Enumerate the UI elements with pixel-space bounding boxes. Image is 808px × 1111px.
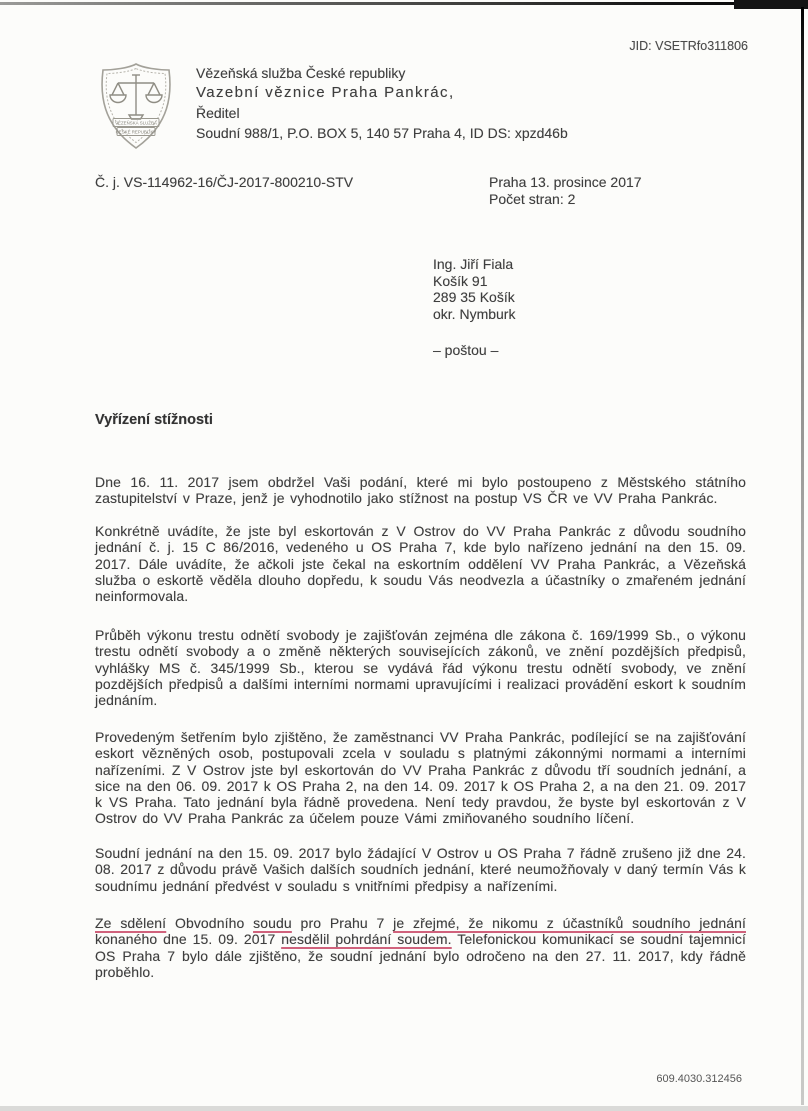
org-unit: Vazební věznice Praha Pankrác, bbox=[196, 84, 455, 101]
underlined-text: je zřejmé, že nikomu z účastníků soudního jednání bbox=[393, 915, 746, 931]
recipient-city: 289 35 Košík bbox=[433, 289, 515, 305]
body-text: Obvodního bbox=[166, 915, 254, 931]
jid-label: JID: VSETRfo311806 bbox=[629, 39, 748, 53]
prison-service-emblem bbox=[93, 60, 179, 152]
reference-number: Č. j. VS-114962-16/ČJ-2017-800210-STV bbox=[95, 174, 354, 190]
paragraph-1: Dne 16. 11. 2017 jsem obdržel Vaši podání, které mi bylo postoupeno z Městského státního zastupitelství v Praze, jenž je vyhodnotilo jako stížnost na postup VS ČR ve VV Praha Pankrác. bbox=[95, 474, 746, 507]
page-count: Počet stran: 2 bbox=[489, 191, 576, 207]
print-code: 609.4030.312456 bbox=[656, 1073, 742, 1085]
body-text: Telefonickou komunikací se soudní tajemnicí OS Praha 7 bylo dále zjištěno, že soudní jednání bylo odročeno na den 27. 11. 2017, kdy řádně proběhlo. bbox=[95, 931, 746, 980]
recipient-name: Ing. Jiří Fiala bbox=[433, 256, 514, 272]
scan-edge-top bbox=[0, 2, 808, 5]
place-and-date: Praha 13. prosince 2017 bbox=[489, 174, 642, 190]
body-text: pro Prahu 7 bbox=[291, 915, 394, 931]
scales-of-justice-icon bbox=[93, 60, 179, 152]
org-name: Vězeňská služba České republiky bbox=[196, 65, 406, 81]
underlined-text: Ze sdělení bbox=[95, 915, 167, 931]
letterhead bbox=[196, 63, 568, 143]
emblem-banner-line1: VĚZEŇSKÁ SLUŽBA bbox=[115, 120, 157, 126]
recipient-street: Košík 91 bbox=[433, 272, 488, 289]
underlined-text: nesdělil pohrdání soudem. bbox=[281, 931, 452, 948]
underlined-text: soudu bbox=[253, 915, 292, 931]
scan-corner-top-right bbox=[734, 0, 808, 9]
recipient-district: okr. Nymburk bbox=[433, 305, 516, 322]
paragraph-2: Konkrétně uvádíte, že jste byl eskortován z V Ostrov do VV Praha Pankrác z důvodu soudního jednání č. j. 15 C 86/2016, vedeného u OS Praha 7, kde bylo nařízeno jednání na den 15. 09. 2017. Dále uvádíte, že ačkoli jste čekal na eskortním oddělení VV Praha Pankrác, a Vězeňská služba o eskortě věděla dlouho dopředu, k soudu Vás neodvezla a účastníky o zmařeném jednání neinformovala. bbox=[95, 523, 746, 605]
org-role: Ředitel bbox=[196, 105, 240, 121]
emblem-banner-line2: ČESKÉ REPUBLIKY bbox=[115, 129, 157, 135]
paragraph-5: Soudní jednání na den 15. 09. 2017 bylo žádající V Ostrov u OS Praha 7 řádně zrušeno již dne 24. 08. 2017 z důvodu právě Vašich dalších soudních jednání, které neumožňovaly v daný termín Vás k soudnímu jednání předvést v souladu s vnitřními předpisy a nařízeními. bbox=[95, 845, 746, 894]
paragraph-3: Průběh výkonu trestu odnětí svobody je zajišťován zejména dle zákona č. 169/1999 Sb., o výkonu trestu odnětí svobody a o změně některých souvisejících zákonů, ve znění pozdějších předpisů, vyhlášky MS č. 345/1999 Sb., kterou se vydává řád výkonu trestu odnětí svobody, ve znění pozdějších předpisů a dalšími interními normami upravujícími i realizaci provádění eskort k soudním jednáním. bbox=[95, 627, 746, 709]
recipient-address bbox=[433, 256, 515, 322]
subject-line: Vyřízení stížnosti bbox=[95, 412, 213, 428]
delivery-method: – poštou – bbox=[433, 342, 499, 358]
body-text: konaného dne 15. 09. 2017 bbox=[95, 931, 282, 948]
scan-edge-bottom bbox=[0, 1106, 808, 1111]
org-address: Soudní 988/1, P.O. BOX 5, 140 57 Praha 4, ID DS: xpzd46b bbox=[196, 125, 568, 141]
paragraph-4: Provedeným šetřením bylo zjištěno, že zaměstnanci VV Praha Pankrác, podílející se na zajišťování eskort vězněných osob, postupovali zcela v souladu s platnými zákonnými normami a interními nařízeními. Z V Ostrov jste byl eskortován do VV Praha Pankrác z důvodu tří soudních jednání, a sice na den 06. 09. 2017 k OS Praha 2, na den 14. 09. 2017 k OS Praha 2, a na den 21. 09. 2017 k VS Praha. Tato jednání byla řádně provedena. Není tedy pravdou, že byste byl eskortován z V Ostrov do VV Praha Pankrác za účelem pouze Vámi zmiňovaného soudního líčení. bbox=[95, 729, 746, 827]
paragraph-6 bbox=[95, 915, 746, 980]
scan-edge-right bbox=[801, 7, 804, 1105]
